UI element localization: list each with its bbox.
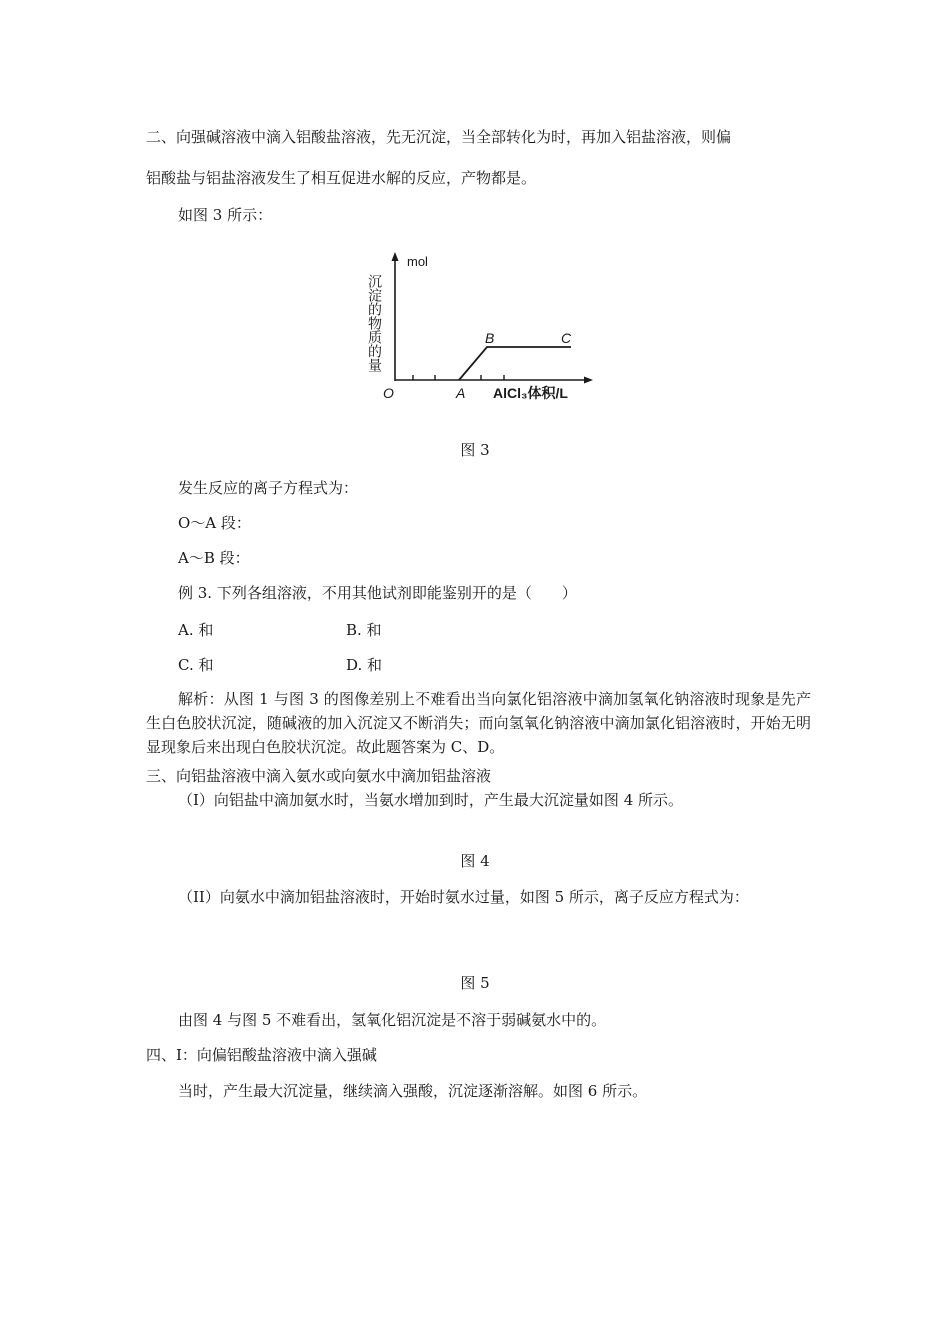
reactions-intro: 发生反应的离子方程式为：: [178, 479, 359, 497]
option-c: C. 和: [178, 656, 214, 674]
figure5-caption: 图 5: [460, 974, 490, 992]
origin-label: O: [383, 385, 394, 401]
section3-part1: （I）向铝盐中滴加氨水时，当氨水增加到时，产生最大沉淀量如图 4 所示。: [178, 791, 684, 809]
point-b-label: B: [485, 330, 495, 346]
example3-question: 例 3. 下列各组溶液，不用其他试剂即能鉴别开的是（ ）: [178, 584, 577, 602]
section2-line1: 二、向强碱溶液中滴入铝酸盐溶液，先无沉淀，当全部转化为时，再加入铝盐溶液，则偏: [146, 128, 732, 146]
figure3-chart: [355, 246, 600, 406]
x-axis-label: AlCl₃体积/L: [493, 385, 568, 401]
figure3-reference: 如图 3 所示：: [178, 206, 273, 224]
figure4-caption: 图 4: [460, 852, 490, 870]
y-axis-label: 沉淀的物质的量: [366, 274, 382, 372]
section3-conclusion: 由图 4 与图 5 不难看出，氢氧化铝沉淀是不溶于弱碱氨水中的。: [178, 1011, 607, 1029]
section2-line2: 铝酸盐与铝盐溶液发生了相互促进水解的反应，产物都是。: [146, 169, 537, 187]
point-a-label: A: [456, 385, 466, 401]
point-c-label: C: [561, 330, 572, 346]
example3-analysis: 解析：从图 1 与图 3 的图像差别上不难看出当向氯化铝溶液中滴加氢氧化钠溶液时现象是先产生白色胶状沉淀，随碱液的加入沉淀又不断消失；而向氢氧化钠溶液中滴加氯化铝溶液时，开始无明显现象后来出现白色胶状沉淀。故此题答案为 C、D。: [146, 690, 811, 756]
y-unit-label: mol: [407, 254, 428, 269]
section4-heading: 四、I：向偏铝酸盐溶液中滴入强碱: [146, 1046, 377, 1064]
precipitate-curve: [459, 347, 571, 380]
section3-heading: 三、向铝盐溶液中滴入氨水或向氨水中滴加铝盐溶液: [146, 767, 492, 785]
option-d: D. 和: [346, 656, 383, 674]
figure3-caption: 图 3: [460, 441, 490, 459]
reaction-oa: O～A 段：: [178, 514, 251, 532]
y-axis-arrow: [392, 252, 399, 261]
option-b: B. 和: [346, 621, 382, 639]
section3-part2: （II）向氨水中滴加铝盐溶液时，开始时氨水过量，如图 5 所示，离子反应方程式为：: [178, 888, 749, 906]
reaction-ab: A～B 段：: [178, 549, 250, 567]
x-axis-arrow: [584, 377, 593, 384]
option-a: A. 和: [178, 621, 214, 639]
section4-text: 当时，产生最大沉淀量，继续滴入强酸，沉淀逐渐溶解。如图 6 所示。: [178, 1082, 648, 1100]
